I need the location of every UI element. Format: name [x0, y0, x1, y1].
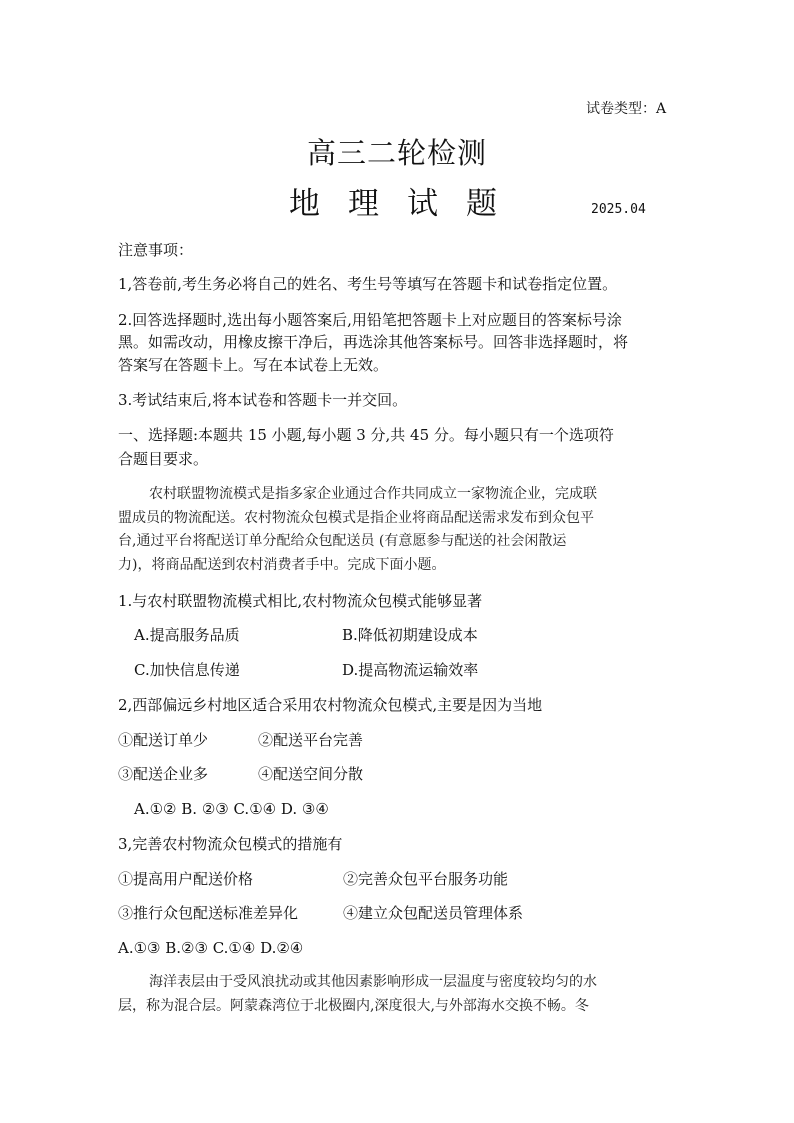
question-2-statement-3: ③配送企业多 [118, 765, 209, 783]
question-1-option-a: A.提高服务品质 [134, 626, 240, 644]
question-3-options: A.①③ B.②③ C.①④ D.②④ [118, 939, 304, 957]
question-2-statement-2: ②配送平台完善 [258, 731, 364, 749]
notice-item-1: 1,答卷前,考生务必将自己的姓名、考生号等填写在答题卡和试卷指定位置。 [118, 275, 618, 293]
passage-1-line-4: 力)，将商品配送到农村消费者手中。完成下面小题。 [118, 557, 446, 573]
passage-1-line-3: 台,通过平台将配送订单分配给众包配送员 (有意愿参与配送的社会闲散运 [118, 533, 567, 549]
passage-2-line-1: 海洋表层由于受风浪扰动或其他因素影响形成一层温度与密度较均匀的水 [149, 974, 597, 990]
notice-heading: 注意事项： [118, 241, 194, 259]
notice-item-2-line-2: 黑。如需改动，用橡皮擦干净后，再选涂其他答案标号。回答非选择题时，将 [118, 333, 629, 351]
exam-title: 高三二轮检测 [307, 136, 488, 170]
question-3-statement-3: ③推行众包配送标准差异化 [118, 904, 299, 922]
question-3-statement-4: ④建立众包配送员管理体系 [343, 904, 524, 922]
question-1-stem: 1.与农村联盟物流模式相比,农村物流众包模式能够显著 [118, 592, 483, 610]
section-1-intro-line-2: 合题目要求。 [118, 450, 209, 468]
passage-2-line-2: 层，称为混合层。阿蒙森湾位于北极圈内,深度很大,与外部海水交换不畅。冬 [118, 998, 589, 1014]
notice-item-3: 3.考试结束后,将本试卷和答题卡一并交回。 [118, 391, 408, 409]
passage-1-line-1: 农村联盟物流模式是指多家企业通过合作共同成立一家物流企业，完成联 [149, 486, 597, 502]
question-3-stem: 3,完善农村物流众包模式的措施有 [118, 835, 343, 853]
paper-type-label: 试卷类型：A [586, 101, 667, 117]
passage-1-line-2: 盟成员的物流配送。农村物流众包模式是指企业将商品配送需求发布到众包平 [118, 510, 594, 526]
question-1-option-b: B.降低初期建设成本 [342, 626, 478, 644]
question-1-option-c: C.加快信息传递 [134, 661, 240, 679]
question-2-options: A.①② B. ②③ C.①④ D. ③④ [134, 800, 329, 818]
exam-date: 2025.04 [591, 202, 646, 217]
question-1-option-d: D.提高物流运输效率 [342, 661, 479, 679]
question-2-statement-4: ④配送空间分散 [258, 765, 364, 783]
question-3-statement-2: ②完善众包平台服务功能 [343, 870, 509, 888]
notice-item-2-line-1: 2.回答选择题时,选出每小题答案后,用铅笔把答题卡上对应题目的答案标号涂 [118, 311, 622, 329]
subject-title: 地理试题 [289, 186, 525, 222]
question-2-statement-1: ①配送订单少 [118, 731, 209, 749]
section-1-intro-line-1: 一、选择题:本题共 15 小题,每小题 3 分,共 45 分。每小题只有一个选项符 [118, 426, 614, 444]
notice-item-2-line-3: 答案写在答题卡上。写在本试卷上无效。 [118, 356, 389, 374]
question-2-stem: 2,西部偏远乡村地区适合采用农村物流众包模式,主要是因为当地 [118, 696, 543, 714]
question-3-statement-1: ①提高用户配送价格 [118, 870, 254, 888]
